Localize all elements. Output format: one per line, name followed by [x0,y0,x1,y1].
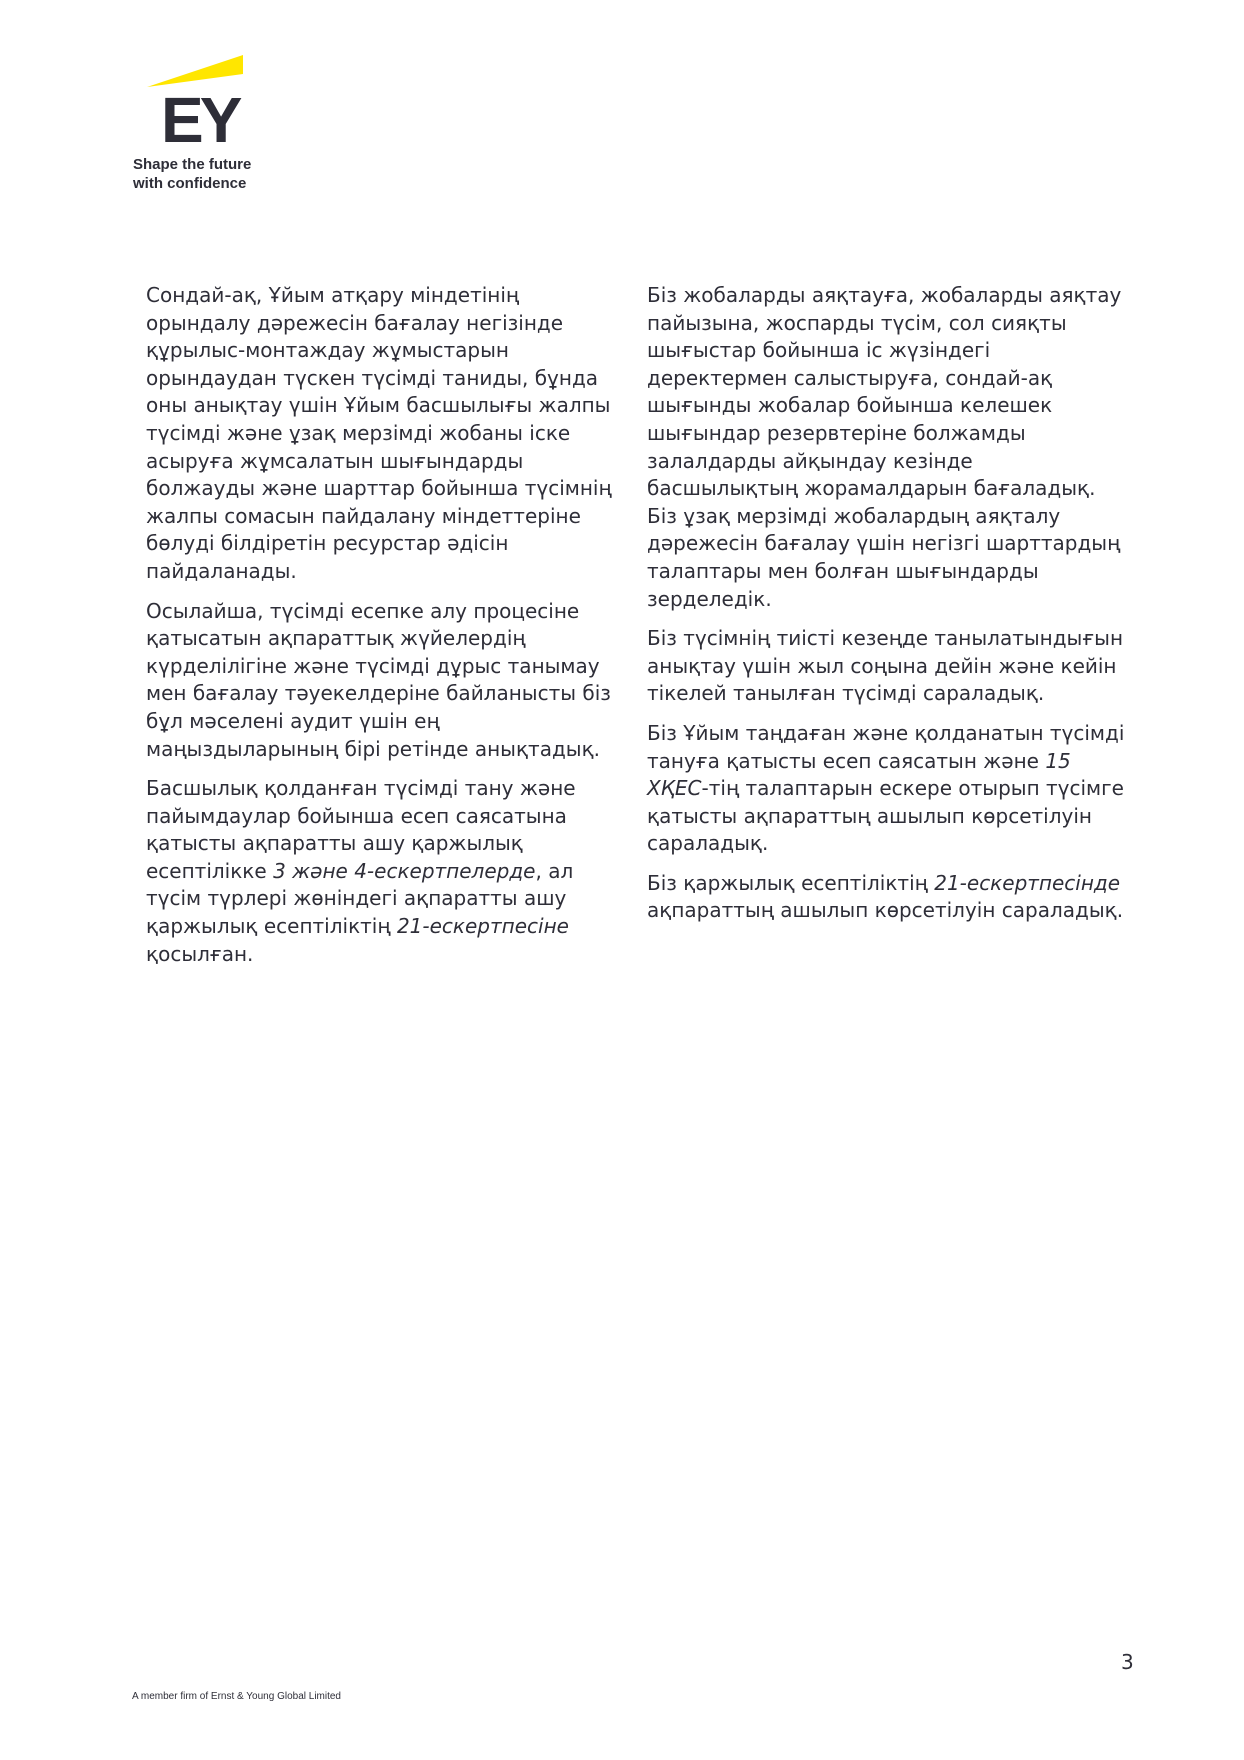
right-paragraph-4 [647,870,1127,925]
left-paragraph-1: Сондай-ақ, Ұйым атқару міндетінің орындалу дәрежесін бағалау негізінде құрылыс-монтаждау жұмыстарын орындаудан түскен түсімді таниды, бұнда оны анықтау үшін Ұйым басшылығы жалпы түсімді және ұзақ мерзімді жобаны іске асыруға жұмсалатын шығындарды болжауды және шарттар бойынша түсімнің жалпы сомасын пайдалану міндеттеріне бөлуді білдіретін ресурстар әдісін пайдаланады. [146,283,612,583]
note-reference: 21-ескертпесіне [396,914,569,939]
note-reference: 3 және 4-ескертпелерде [273,858,536,883]
page-number: 3 [1121,1650,1134,1674]
logo-beam [147,55,243,87]
ey-logo [133,52,283,202]
left-text-column [146,282,624,980]
right-text-column [647,282,1127,937]
text-run: ақпараттың ашылып көрсетілуін сараладық. [647,898,1124,923]
logo-tagline [133,155,293,193]
tagline-line-1: Shape the future [133,156,252,173]
tagline-line-2: with confidence [133,175,247,192]
right-paragraph-1: Біз жобаларды аяқтауға, жобаларды аяқтау пайызына, жоспарды түсім, сол сияқты шығыстар бойынша іс жүзіндегі деректермен салыстыруға, сондай-ақ шығынды жобалар бойынша келешек шығындар резервтеріне болжамды залалдарды айқындау кезінде басшылықтың жорамалдарын бағаладық. Біз ұзақ мерзімді жобалардың аяқталу дәрежесін бағалау үшін негізгі шарттардың талаптары мен болған шығындарды зерделедік. [647,283,1122,611]
text-run: Біз Ұйым таңдаған және қолданатын түсімді тануға қатысты есеп саясатын және [647,720,1125,773]
text-run: , ал түсім түрлері жөніндегі ақпаратты ашу қаржылық есептіліктің [146,858,574,939]
logo-wordmark: EY [161,84,239,156]
text-run: қосылған. [146,941,254,966]
left-paragraph-2: Осылайша, түсімді есепке алу процесіне қатысатын ақпараттық жүйелердің күрделілігіне және түсімді дұрыс танымау мен бағалау тәуекелдеріне байланысты біз бұл мәселені аудит үшін ең маңыздыларының бірі ретінде анықтадық. [146,598,611,761]
text-run: Біз қаржылық есептіліктің [647,870,935,895]
left-paragraph-3 [146,775,624,968]
right-paragraph-3 [647,720,1127,858]
text-run: Басшылық қолданған түсімді тану және пайымдаулар бойынша есеп саясатына қатысты ақпаратты ашу қаржылық есептілікке [146,776,576,883]
note-reference: 21-ескертпесінде [934,870,1121,895]
right-paragraph-2: Біз түсімнің тиісті кезеңде танылатындығын анықтау үшін жыл соңына дейін және кейін тікелей танылған түсімді сараладық. [647,626,1124,706]
footer-member-text: A member firm of Ernst & Young Global Limited [132,1691,341,1702]
standard-reference: 15 ХҚЕС [647,748,1071,801]
text-run: -тің талаптарын ескере отырып түсімге қатысты ақпараттың ашылып көрсетілуін сараладық. [647,776,1124,856]
